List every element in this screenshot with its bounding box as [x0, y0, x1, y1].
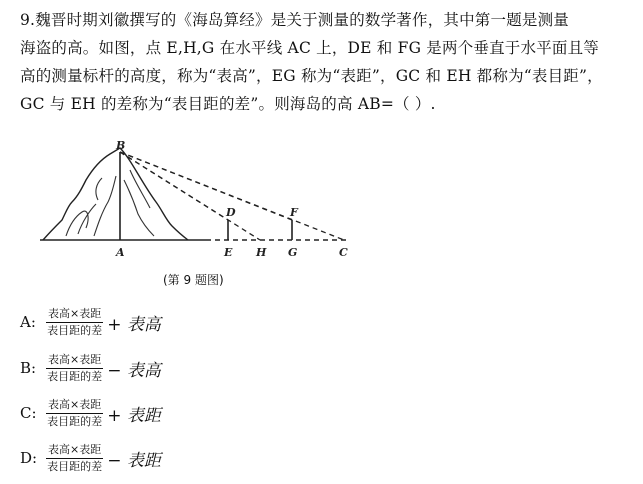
island-outline: [43, 148, 188, 240]
fraction-denominator: 表目距的差: [47, 414, 103, 428]
label-f: F: [290, 206, 298, 219]
label-h: H: [256, 246, 267, 259]
label-c: C: [339, 246, 348, 259]
fraction: [46, 398, 103, 429]
figure-caption: (第 9 题图): [163, 273, 224, 287]
label-d: D: [226, 206, 236, 219]
island-diagram: [38, 140, 358, 270]
problem-line: GC 与 EH 的差称为“表目距的差”。则海岛的高 AB=（ ）.: [20, 95, 436, 113]
fraction-numerator: 表高×表距: [46, 443, 103, 459]
fraction: [46, 443, 103, 474]
fraction-denominator: 表目距的差: [47, 323, 103, 337]
label-a: A: [116, 246, 125, 259]
problem-line: 9.魏晋时期刘徽撰写的《海岛算经》是关于测量的数学著作，其中第一题是测量: [20, 11, 569, 29]
label-g: G: [288, 246, 298, 259]
option-letter: B:: [20, 359, 37, 377]
option-rest: + 表距: [107, 405, 161, 426]
fraction: [46, 353, 103, 384]
problem-line: 海盗的高。如图，点 E,H,G 在水平线 AC 上，DE 和 FG 是两个垂直于水平面且等: [20, 39, 599, 57]
fraction-numerator: 表高×表距: [46, 353, 103, 369]
option-d[interactable]: [20, 438, 161, 478]
option-letter: C:: [20, 404, 37, 422]
option-c[interactable]: [20, 393, 161, 433]
fraction: [46, 307, 103, 338]
option-b[interactable]: [20, 348, 161, 388]
problem-line: 高的测量标杆的高度，称为“表高”，EG 称为“表距”，GC 和 EH 都称为“表目距”，: [20, 67, 603, 85]
option-rest: − 表距: [107, 450, 161, 471]
fraction-numerator: 表高×表距: [46, 307, 103, 323]
fraction-numerator: 表高×表距: [46, 398, 103, 414]
problem-statement: [20, 6, 632, 118]
fraction-denominator: 表目距的差: [47, 369, 103, 383]
option-rest: + 表高: [107, 314, 161, 335]
island-figure: [38, 140, 358, 290]
option-letter: D:: [20, 449, 38, 467]
label-b: B: [116, 140, 126, 152]
option-a[interactable]: [20, 302, 161, 342]
option-rest: − 表高: [107, 360, 161, 381]
label-e: E: [224, 246, 233, 259]
fraction-denominator: 表目距的差: [47, 459, 103, 473]
option-letter: A:: [20, 313, 36, 331]
